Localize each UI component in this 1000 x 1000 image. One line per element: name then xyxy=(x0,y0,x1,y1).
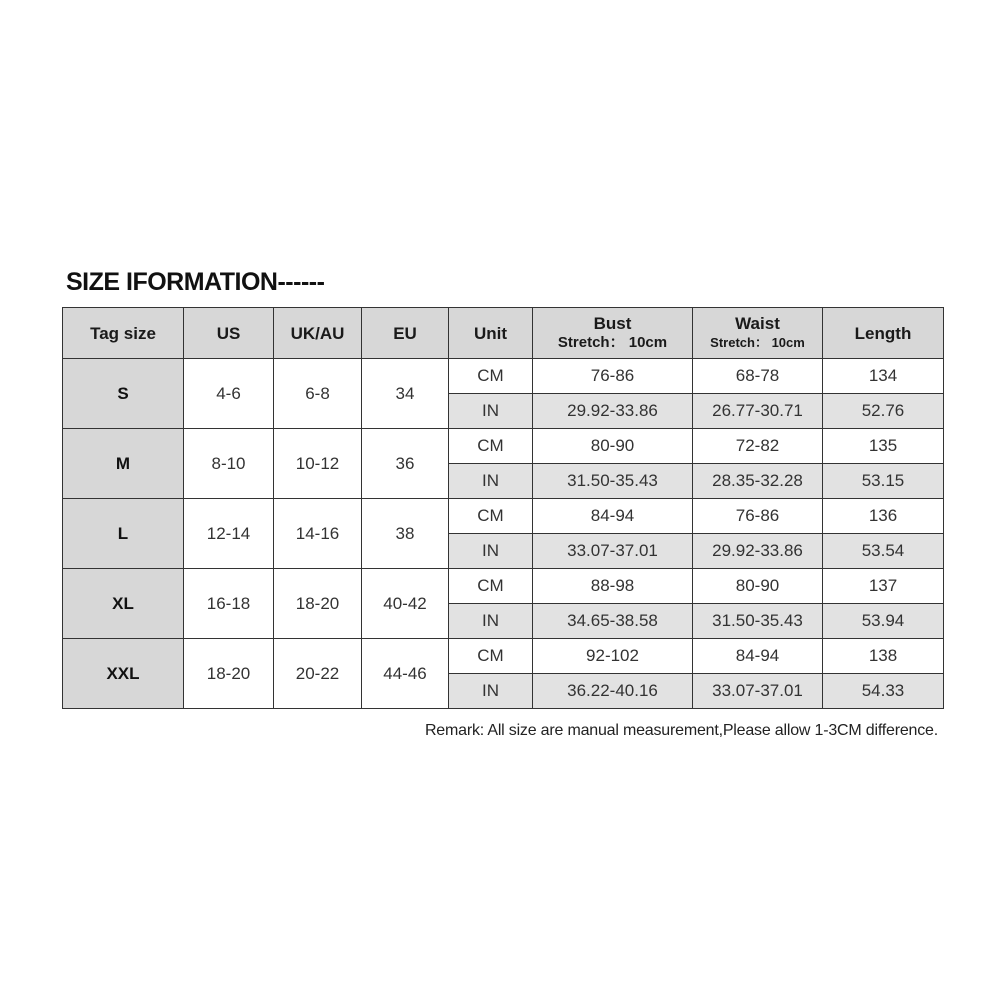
page-title: SIZE IFORMATION------ xyxy=(66,268,325,296)
length-cell: 52.76 xyxy=(823,394,944,429)
eu-size-cell: 34 xyxy=(362,359,449,429)
us-size-cell: 16-18 xyxy=(184,569,274,639)
waist-cell: 28.35-32.28 xyxy=(693,464,823,499)
waist-cell: 33.07-37.01 xyxy=(693,674,823,709)
header-waist xyxy=(693,308,823,359)
table-row xyxy=(63,499,944,534)
waist-cell: 29.92-33.86 xyxy=(693,534,823,569)
us-size-cell: 8-10 xyxy=(184,429,274,499)
length-cell: 136 xyxy=(823,499,944,534)
header-length: Length xyxy=(823,308,944,359)
unit-cell: IN xyxy=(449,674,533,709)
waist-cell: 31.50-35.43 xyxy=(693,604,823,639)
header-bust-label: Bust xyxy=(593,314,632,333)
length-cell: 135 xyxy=(823,429,944,464)
tag-size-cell: S xyxy=(63,359,184,429)
bust-cell: 29.92-33.86 xyxy=(533,394,693,429)
length-cell: 53.54 xyxy=(823,534,944,569)
header-waist-stretch: Stretch： 10cm xyxy=(710,335,805,350)
us-size-cell: 12-14 xyxy=(184,499,274,569)
table-row xyxy=(63,569,944,604)
length-cell: 54.33 xyxy=(823,674,944,709)
table-row xyxy=(63,639,944,674)
unit-cell: CM xyxy=(449,569,533,604)
unit-cell: IN xyxy=(449,534,533,569)
bust-cell: 76-86 xyxy=(533,359,693,394)
table-row xyxy=(63,429,944,464)
header-tag-size: Tag size xyxy=(63,308,184,359)
header-bust-stretch: Stretch： 10cm xyxy=(557,334,668,351)
unit-cell: IN xyxy=(449,464,533,499)
eu-size-cell: 44-46 xyxy=(362,639,449,709)
eu-size-cell: 36 xyxy=(362,429,449,499)
uk-au-size-cell: 6-8 xyxy=(274,359,362,429)
eu-size-cell: 38 xyxy=(362,499,449,569)
uk-au-size-cell: 18-20 xyxy=(274,569,362,639)
uk-au-size-cell: 10-12 xyxy=(274,429,362,499)
header-uk-au: UK/AU xyxy=(274,308,362,359)
us-size-cell: 18-20 xyxy=(184,639,274,709)
length-cell: 138 xyxy=(823,639,944,674)
table-row xyxy=(63,359,944,394)
us-size-cell: 4-6 xyxy=(184,359,274,429)
header-waist-label: Waist xyxy=(735,314,780,333)
header-us: US xyxy=(184,308,274,359)
bust-cell: 80-90 xyxy=(533,429,693,464)
header-bust xyxy=(533,308,693,359)
eu-size-cell: 40-42 xyxy=(362,569,449,639)
unit-cell: IN xyxy=(449,604,533,639)
unit-cell: CM xyxy=(449,429,533,464)
uk-au-size-cell: 20-22 xyxy=(274,639,362,709)
tag-size-cell: M xyxy=(63,429,184,499)
waist-cell: 76-86 xyxy=(693,499,823,534)
header-eu: EU xyxy=(362,308,449,359)
bust-cell: 36.22-40.16 xyxy=(533,674,693,709)
unit-cell: CM xyxy=(449,639,533,674)
size-table xyxy=(62,307,944,709)
unit-cell: CM xyxy=(449,359,533,394)
remark-note: Remark: All size are manual measurement,Please allow 1-3CM difference. xyxy=(424,722,938,739)
uk-au-size-cell: 14-16 xyxy=(274,499,362,569)
length-cell: 137 xyxy=(823,569,944,604)
tag-size-cell: XL xyxy=(63,569,184,639)
bust-cell: 88-98 xyxy=(533,569,693,604)
length-cell: 53.94 xyxy=(823,604,944,639)
bust-cell: 92-102 xyxy=(533,639,693,674)
tag-size-cell: XXL xyxy=(63,639,184,709)
waist-cell: 80-90 xyxy=(693,569,823,604)
waist-cell: 68-78 xyxy=(693,359,823,394)
bust-cell: 33.07-37.01 xyxy=(533,534,693,569)
unit-cell: CM xyxy=(449,499,533,534)
waist-cell: 84-94 xyxy=(693,639,823,674)
unit-cell: IN xyxy=(449,394,533,429)
bust-cell: 34.65-38.58 xyxy=(533,604,693,639)
tag-size-cell: L xyxy=(63,499,184,569)
length-cell: 134 xyxy=(823,359,944,394)
bust-cell: 84-94 xyxy=(533,499,693,534)
size-table-body xyxy=(63,359,944,709)
bust-cell: 31.50-35.43 xyxy=(533,464,693,499)
header-unit: Unit xyxy=(449,308,533,359)
waist-cell: 26.77-30.71 xyxy=(693,394,823,429)
waist-cell: 72-82 xyxy=(693,429,823,464)
length-cell: 53.15 xyxy=(823,464,944,499)
header-row xyxy=(63,308,944,359)
